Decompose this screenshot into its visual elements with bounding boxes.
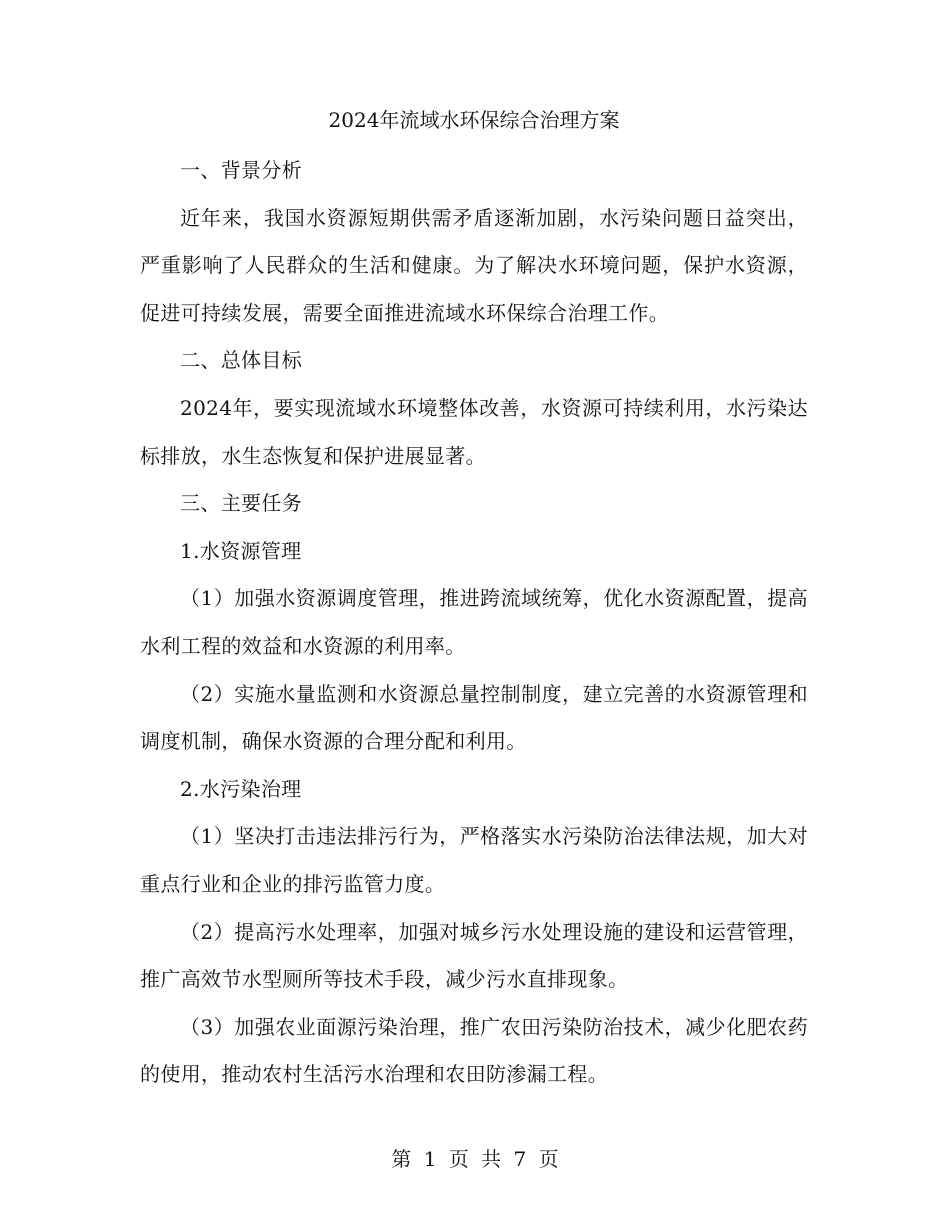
section-heading-goals: 二、总体目标	[180, 348, 303, 373]
paragraph-goals: 2024年，要实现流域水环境整体改善，水资源可持续利用，水污染达标排放，水生态恢复和保护进展显著。	[140, 395, 808, 468]
subheading-water-resource-management: 1.水资源管理	[180, 538, 302, 563]
list-item: （2）提高污水处理率，加强对城乡污水处理设施的建设和运营管理，推广高效节水型厕所等技术手段，减少污水直排现象。	[140, 919, 808, 992]
document-title: 2024年流域水环保综合治理方案	[328, 108, 620, 132]
list-item: （2）实施水量监测和水资源总量控制制度，建立完善的水资源管理和调度机制，确保水资源的合理分配和利用。	[140, 681, 808, 754]
subheading-water-pollution-control: 2.水污染治理	[180, 776, 302, 801]
document-body	[140, 100, 808, 1099]
paragraph-background: 近年来，我国水资源短期供需矛盾逐渐加剧，水污染问题日益突出，严重影响了人民群众的生活和健康。为了解决水环境问题，保护水资源，促进可持续发展，需要全面推进流域水环保综合治理工作。	[140, 205, 808, 325]
page-number: 第 1 页 共 7 页	[391, 1147, 559, 1171]
section-heading-tasks: 三、主要任务	[180, 491, 303, 516]
section-heading-background: 一、背景分析	[180, 158, 303, 182]
list-item: （1）加强水资源调度管理，推进跨流域统筹，优化水资源配置，提高水利工程的效益和水资源的利用率。	[140, 586, 808, 658]
list-item: （3）加强农业面源污染治理，推广农田污染防治技术，减少化肥农药的使用，推动农村生活污水治理和农田防渗漏工程。	[140, 1014, 808, 1087]
list-item: （1）坚决打击违法排污行为，严格落实水污染防治法律法规，加大对重点行业和企业的排污监管力度。	[140, 824, 808, 896]
